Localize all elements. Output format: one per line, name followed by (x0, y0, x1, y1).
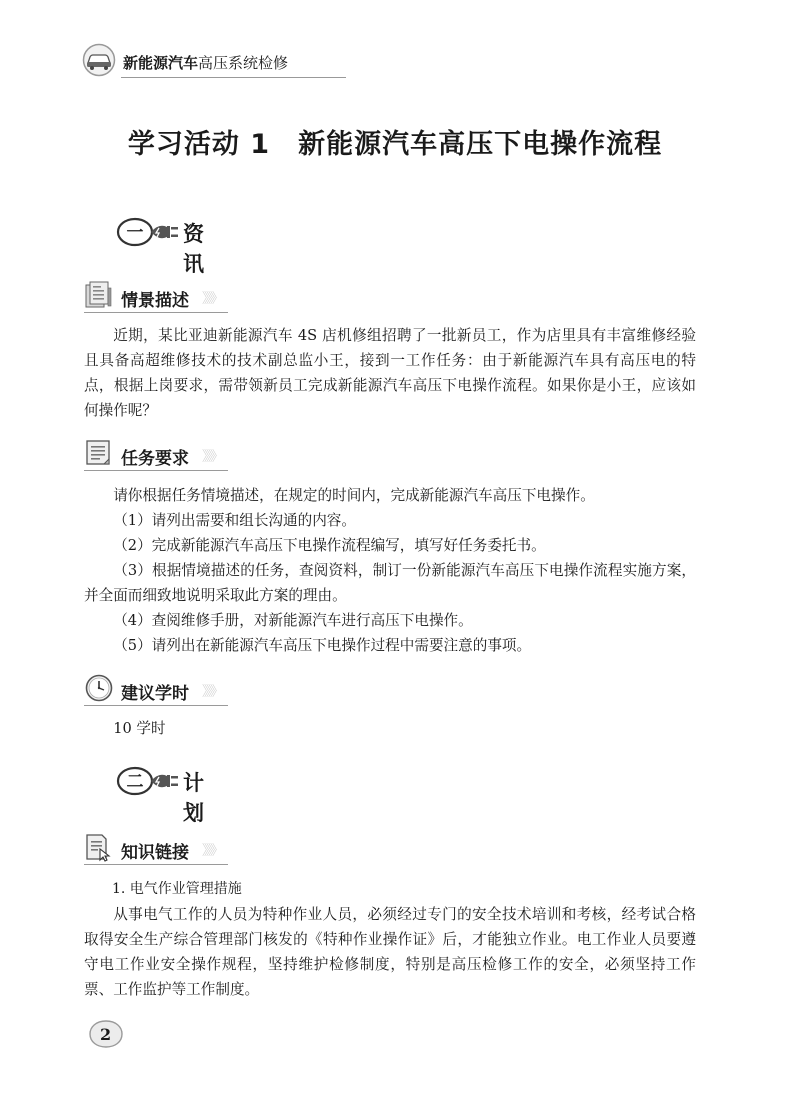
task-item: （3）根据情境描述的任务，查阅资料，制订一份新能源汽车高压下电操作流程实施方案，并全面而细致地说明采取此方案的理由。 (84, 562, 696, 604)
svg-text:一: 一 (126, 223, 144, 243)
header-rule (121, 77, 346, 78)
subhead-rule (84, 864, 228, 865)
subhead-label: 建议学时 (121, 684, 189, 704)
subhead-rule (84, 705, 228, 706)
task-item: （4）查阅维修手册，对新能源汽车进行高压下电操作。 (113, 612, 473, 629)
subhead-label: 知识链接 (121, 843, 189, 863)
chevron-decoration-icon: 》》》 (202, 684, 221, 700)
running-header-title: 新能源汽车高压系统检修 (123, 54, 289, 72)
running-header (80, 40, 720, 80)
knowledge-text: 从事电气工作的人员为特种作业人员，必须经过专门的安全技术培训和考核，经考试合格取得安全生产综合管理部门核发的《特种作业操作证》后，才能独立作业。电工作业人员要遵守电工作业安全操作规程，坚持维护检修制度，特别是高压检修工作的安全，必须坚持工作票、工作监护等工作制度。 (84, 906, 696, 998)
section-label-info: 资讯 (183, 222, 204, 276)
svg-text:二: 二 (126, 772, 144, 792)
plug-numeral-icon (115, 215, 181, 249)
subhead-label: 情景描述 (121, 291, 189, 311)
page-title (0, 122, 790, 161)
document-stack-icon (84, 280, 114, 310)
chevron-decoration-icon: 》》》 (202, 449, 221, 465)
chevron-decoration-icon: 》》》 (202, 291, 221, 307)
clock-icon (84, 673, 114, 703)
subhead-knowledge (84, 832, 232, 866)
hours-paragraph: 10 学时 (113, 720, 166, 737)
title-activity-name: 新能源汽车高压下电操作流程 (298, 129, 663, 160)
document-pointer-icon (84, 832, 114, 862)
subhead-scenario (84, 280, 232, 314)
task-item: （5）请列出在新能源汽车高压下电操作过程中需要注意的事项。 (113, 637, 532, 654)
car-logo-icon (80, 43, 118, 77)
plug-numeral-icon (115, 764, 181, 798)
subhead-task (84, 438, 232, 472)
section-label-plan: 计划 (183, 771, 204, 825)
page-number: 2 (88, 1019, 124, 1049)
knowledge-paragraph (84, 877, 696, 1002)
title-activity-number: 学习活动 1 (127, 129, 271, 160)
task-item: （2）完成新能源汽车高压下电操作流程编写，填写好任务委托书。 (113, 537, 546, 554)
subhead-hours (84, 673, 232, 707)
knowledge-heading: 1. 电气作业管理措施 (112, 881, 242, 897)
notepad-icon (84, 438, 114, 468)
scenario-paragraph: 近期，某比亚迪新能源汽车 4S 店机修组招聘了一批新员工，作为店里具有丰富维修经验且具备高超维修技术的技术副总监小王，接到一工作任务：由于新能源汽车具有高压电的特点，根据上岗要求，需带领新员工完成新能源汽车高压下电操作流程。如果你是小王，应该如何操作呢？ (84, 327, 696, 419)
subhead-label: 任务要求 (121, 449, 189, 469)
subhead-rule (84, 312, 228, 313)
chevron-decoration-icon: 》》》 (202, 843, 221, 859)
subhead-rule (84, 470, 228, 471)
task-list (84, 483, 696, 658)
task-intro: 请你根据任务情境描述，在规定的时间内，完成新能源汽车高压下电操作。 (113, 487, 595, 504)
task-item: （1）请列出需要和组长沟通的内容。 (113, 512, 356, 529)
